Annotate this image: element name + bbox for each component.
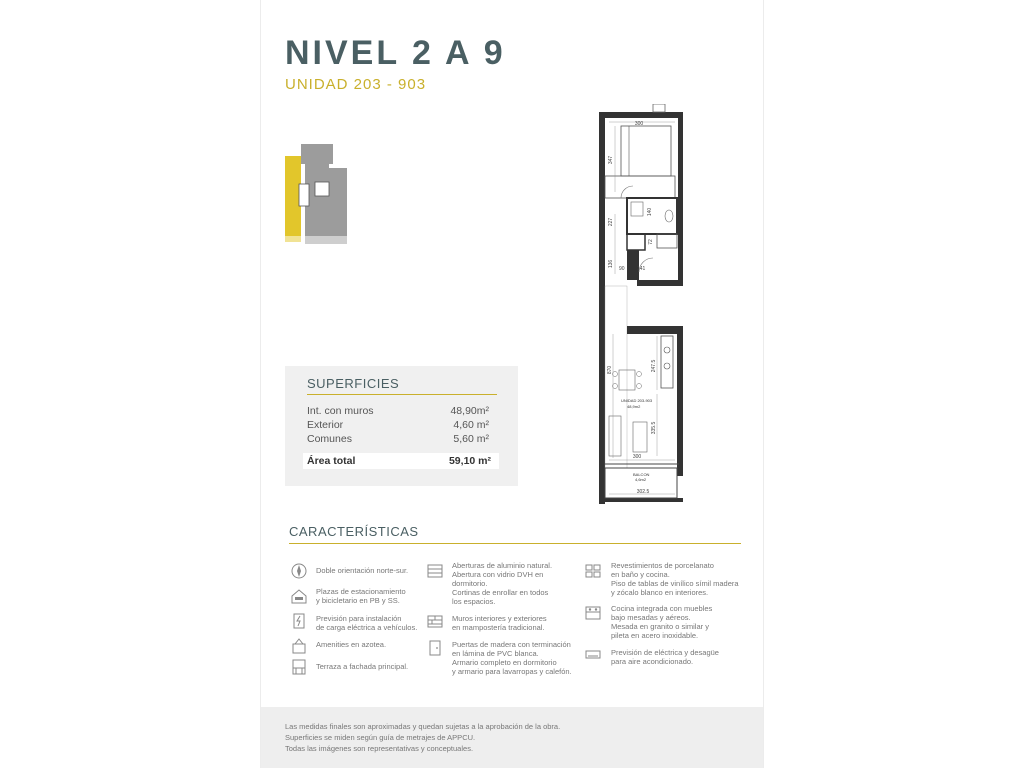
plan-dim: 300 <box>634 121 644 127</box>
disclaimer-line: Superficies se miden según guía de metrajes de APPCU. <box>285 733 476 742</box>
feature-text: Puertas de madera con terminación en lámina de PVC blanca. Armario completo en dormitorio y armario para lavarropas y calefón. <box>452 640 572 676</box>
surfaces-panel <box>285 366 518 486</box>
door-icon <box>427 640 443 656</box>
plan-dim: 72 <box>648 239 654 245</box>
surface-value: 48,90m² <box>450 405 489 417</box>
ev-charger-icon <box>291 613 307 629</box>
feature-text: Doble orientación norte-sur. <box>316 566 409 575</box>
plan-dim: 300 <box>632 454 642 460</box>
plan-dim: 90 <box>619 266 625 272</box>
surface-row-interior <box>307 405 497 417</box>
unit-subtitle: UNIDAD 203 - 903 <box>285 76 427 93</box>
total-label: Área total <box>307 455 356 467</box>
page-title: NIVEL 2 A 9 <box>285 34 506 72</box>
tiles-icon <box>585 563 601 579</box>
plan-dim: 140 <box>647 207 653 217</box>
feature-text: Previsión para instalación de carga eléctrica a vehículos. <box>316 614 418 632</box>
kitchen-icon <box>585 605 601 621</box>
feature-text: Aberturas de aluminio natural. Abertura con vidrio DVH en dormitorio. Cortinas de enrollar en todos los espacios. <box>452 561 553 606</box>
air-conditioner-icon <box>585 647 601 663</box>
feature-text: Amenities en azotea. <box>316 640 387 649</box>
surface-label: Comunes <box>307 433 352 445</box>
surface-value: 5,60 m² <box>453 433 489 445</box>
feature-text: Muros interiores y exteriores en mampostería tradicional. <box>452 614 547 632</box>
plan-dim: 247.5 <box>651 359 657 373</box>
feature-text: Plazas de estacionamiento y bicicletario en PB y SS. <box>316 587 406 605</box>
disclaimer-line: Las medidas finales son aproximadas y quedan sujetas a la aprobación de la obra. <box>285 722 561 731</box>
terrace-icon <box>291 659 307 675</box>
compass-icon <box>291 563 307 579</box>
floor-plan-image <box>599 104 685 504</box>
plan-dim: 870 <box>607 365 613 375</box>
disclaimer-line: Todas las imágenes son representativas y conceptuales. <box>285 744 474 753</box>
plan-unit-label: UNIDAD 203-903 <box>621 398 653 403</box>
brochure-sheet <box>261 0 763 768</box>
surface-row-exterior <box>307 419 497 431</box>
brick-wall-icon <box>427 613 443 629</box>
plan-dim: 227 <box>608 217 614 227</box>
features-title: CARACTERÍSTICAS <box>289 524 419 539</box>
key-plan-image <box>285 144 349 244</box>
feature-text: Terraza a fachada principal. <box>316 662 409 671</box>
amenities-icon <box>291 638 307 654</box>
feature-text: Previsión de eléctrica y desagüe para aire acondicionado. <box>611 648 719 666</box>
plan-dim: 335.5 <box>651 421 657 435</box>
window-icon <box>427 563 443 579</box>
plan-unit-area: 48,9m2 <box>627 404 641 409</box>
plan-dim: 347 <box>608 155 614 165</box>
surface-total-row <box>303 453 499 469</box>
plan-balcony-label: BALCON <box>633 472 650 477</box>
plan-dim: 136 <box>608 259 614 269</box>
surface-label: Int. con muros <box>307 405 374 417</box>
plan-balcony-area: 4,6m2 <box>635 477 647 482</box>
car-bike-icon <box>291 588 307 604</box>
plan-dim: 141 <box>637 266 646 272</box>
surface-row-comunes <box>307 433 497 445</box>
plan-dim: 302.5 <box>636 489 650 495</box>
surfaces-title: SUPERFICIES <box>307 376 400 391</box>
features-divider <box>289 543 741 544</box>
surface-value: 4,60 m² <box>453 419 489 431</box>
feature-text: Revestimientos de porcelanato en baño y cocina. Piso de tablas de vinílico símil madera y zócalo blanco en interiores. <box>611 561 739 597</box>
total-value: 59,10 m² <box>448 455 491 467</box>
surfaces-divider <box>307 394 497 395</box>
disclaimer-footer <box>261 707 763 768</box>
feature-text: Cocina integrada con muebles bajo mesadas y aéreos. Mesada en granito o similar y pileta en acero inoxidable. <box>611 604 713 640</box>
surface-label: Exterior <box>307 419 344 431</box>
